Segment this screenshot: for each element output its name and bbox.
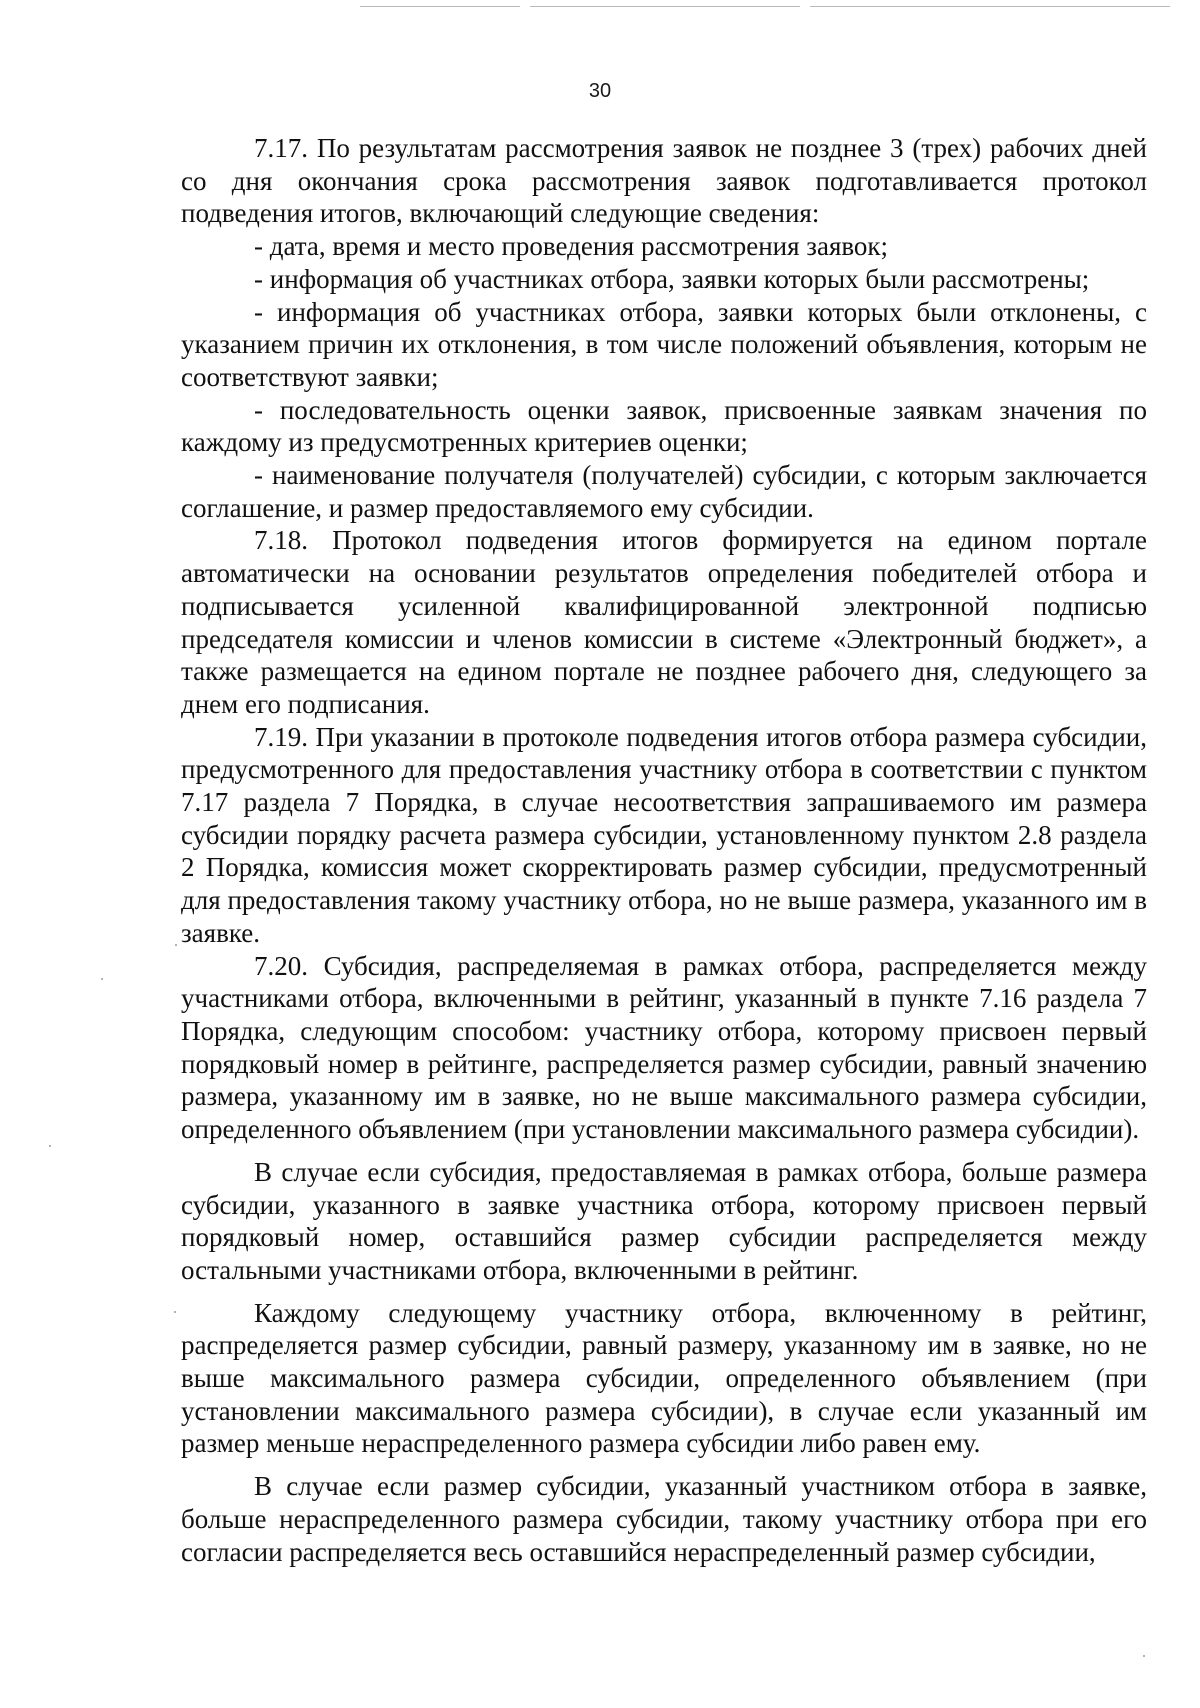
scan-speck xyxy=(1143,1655,1145,1657)
paragraph-exceeding-request: В случае если размер субсидии, указанный участником отбора в заявке, больше нераспределенного размера субсидии, такому участнику отбора при его согласии распределяется весь оставшийся нераспределенный размер субсидии, xyxy=(181,1471,1147,1567)
scan-speck xyxy=(49,1145,51,1147)
paragraph-7-18: 7.18. Протокол подведения итогов формируется на едином портале автоматически на основании результатов определения победителей отбора и подписывается усиленной квалифицированной электронной подписью председателя комиссии и членов комиссии в системе «Электронный бюджет», а также размещается на едином портале не позднее рабочего дня, следующего за днем его подписания. xyxy=(181,525,1147,719)
scan-edge-line xyxy=(360,6,520,7)
paragraph-remaining-subsidy: В случае если субсидия, предоставляемая в рамках отбора, больше размера субсидии, указанного в заявке участника отбора, которому присвоен первый порядковый номер, оставшийся размер субсидии распределяется между остальными участниками отбора, включенными в рейтинг. xyxy=(181,1156,1147,1285)
scan-speck xyxy=(101,978,103,980)
page-number: 30 xyxy=(588,80,612,102)
document-body xyxy=(181,132,1147,1568)
paragraph-each-next-participant: Каждому следующему участнику отбора, включенному в рейтинг, распределяется размер субсидии, равный размеру, указанному им в заявке, но не выше максимального размера субсидии, определенного объявлением (при установлении максимального размера субсидии), в случае если указанный им размер меньше нераспределенного размера субсидии либо равен ему. xyxy=(181,1297,1147,1459)
paragraph-7-17: 7.17. По результатам рассмотрения заявок не позднее 3 (трех) рабочих дней со дня окончания срока рассмотрения заявок подготавливается протокол подведения итогов, включающий следующие сведения: xyxy=(181,133,1147,229)
list-item-recipient: - наименование получателя (получателей) субсидии, с которым заключается соглашение, и размер предоставляемого ему субсидии. xyxy=(181,460,1147,523)
paragraph-7-20: 7.20. Субсидия, распределяемая в рамках отбора, распределяется между участниками отбора, включенными в рейтинг, указанный в пункте 7.16 раздела 7 Порядка, следующим способом: участнику отбора, которому присвоен первый порядковый номер в рейтинге, распределяется размер субсидии, равный значению размера, указанному им в заявке, но не выше максимального размера субсидии, определенного объявлением (при установлении максимального размера субсидии). xyxy=(181,950,1147,1145)
scan-speck xyxy=(174,1311,176,1313)
list-item-date: - дата, время и место проведения рассмотрения заявок; xyxy=(254,231,889,262)
paragraph-7-19: 7.19. При указании в протоколе подведения итогов отбора размера субсидии, предусмотренного для предоставления участнику отбора в соответствии с пунктом 7.17 раздела 7 Порядка, в случае несоответствия запрашиваемого им размера субсидии порядку расчета размера субсидии, установленному пунктом 2.8 раздела 2 Порядка, комиссия может скорректировать размер субсидии, предусмотренный для предоставления такому участнику отбора, но не выше размера, указанного им в заявке. xyxy=(181,721,1147,948)
scan-speck xyxy=(175,944,177,946)
list-item-scoring: - последовательность оценки заявок, присвоенные заявкам значения по каждому из предусмотренных критериев оценки; xyxy=(181,394,1147,458)
scan-edge-line xyxy=(530,6,800,7)
list-item-rejected: - информация об участниках отбора, заявки которых были отклонены, с указанием причин их отклонения, в том числе положений объявления, которым не соответствуют заявки; xyxy=(181,296,1147,392)
list-item-reviewed: - информация об участниках отбора, заявки которых были рассмотрены; xyxy=(254,263,1090,294)
scan-edge-line xyxy=(810,6,1170,7)
